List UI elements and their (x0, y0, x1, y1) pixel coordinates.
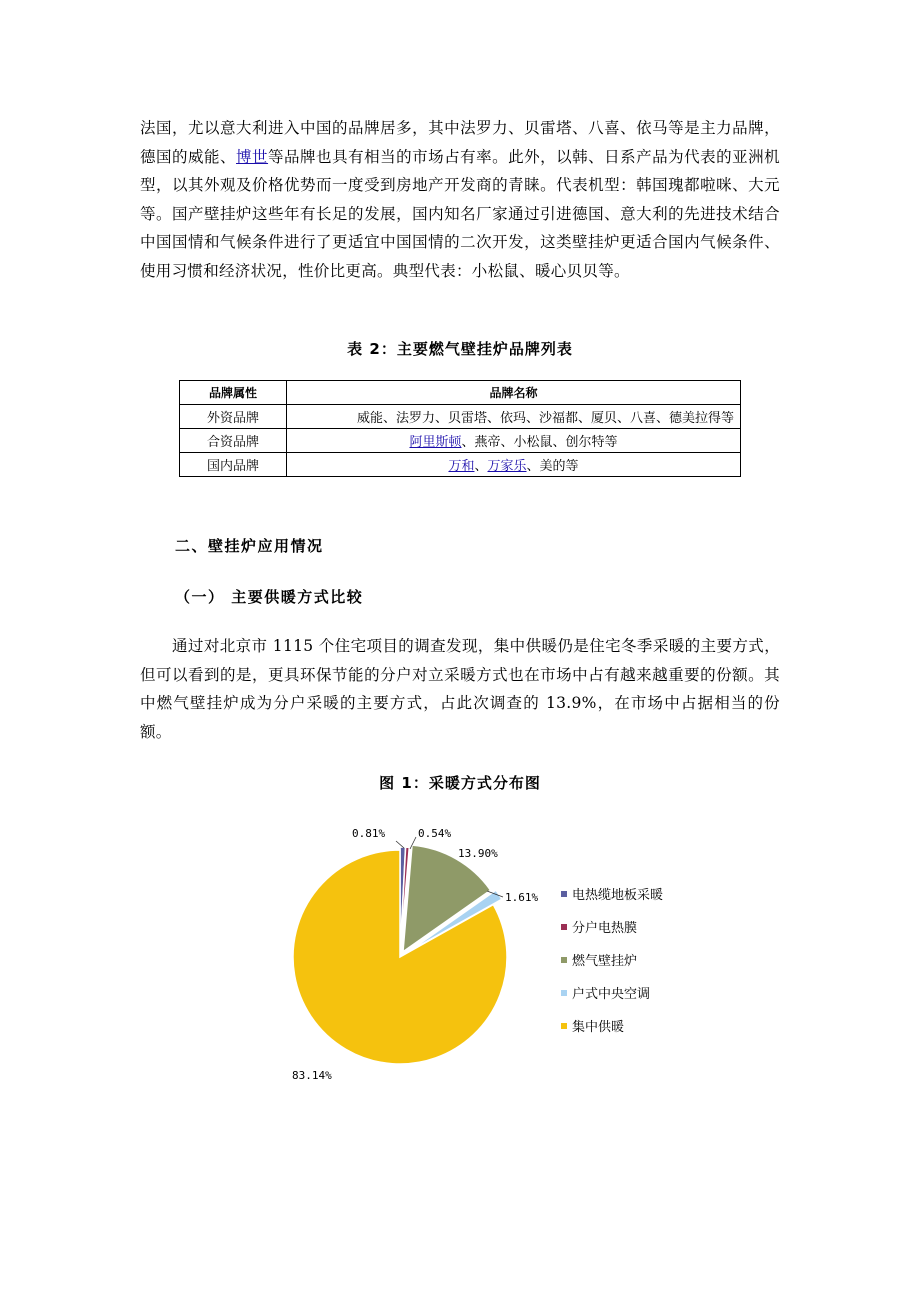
slice-data-label: 0.81% (352, 827, 386, 840)
heating-pie-chart (0, 815, 920, 1135)
table-row (180, 453, 741, 477)
cell-names (287, 429, 741, 453)
table-row (180, 405, 741, 429)
section-subheading: （一） 主要供暖方式比较 (175, 588, 364, 606)
legend-swatch (561, 924, 567, 930)
link-wanjiale[interactable]: 万家乐 (487, 459, 527, 474)
brand-table (179, 380, 741, 477)
legend-swatch (561, 957, 567, 963)
intro-text-2: 等品牌也具有相当的市场占有率。此外，以韩、日系产品为代表的亚洲机型，以其外观及价格优势而一度受到房地产开发商的青睐。代表机型：韩国瑰都啦咪、大元等。国产壁挂炉这些年有长足的发展，国内知名厂家通过引进德国、意大利的先进技术结合中国国情和气候条件进行了更适宜中国国情的二次开发，这类壁挂炉更适合国内气候条件、使用习惯和经济状况，性价比更高。典型代表：小松鼠、暖心贝贝等。 (140, 147, 780, 280)
slice-data-label: 83.14% (292, 1069, 332, 1082)
table-row (180, 429, 741, 453)
header-brand-name: 品牌名称 (287, 381, 741, 405)
link-wanhe[interactable]: 万和 (448, 459, 475, 474)
intro-text-1: 法国，尤以意大利进入中国的品牌居多，其中法罗力、贝雷塔、八喜、依马等是主力品牌，德国的威能、 (140, 119, 780, 166)
table-caption: 表 2：主要燃气壁挂炉品牌列表 (347, 340, 573, 358)
legend-label: 集中供暖 (572, 1020, 625, 1035)
legend-label: 燃气壁挂炉 (572, 954, 638, 969)
cell-text: 、美的等 (526, 459, 579, 474)
legend-label: 电热缆地板采暖 (572, 888, 664, 903)
slice-data-label: 0.54% (418, 827, 452, 840)
cell-attr: 国内品牌 (180, 453, 287, 477)
legend-swatch (561, 891, 567, 897)
figure-caption: 图 1：采暖方式分布图 (379, 774, 541, 792)
table-header-row (180, 381, 741, 405)
cell-attr: 外资品牌 (180, 405, 287, 429)
link-ariston[interactable]: 阿里斯顿 (409, 435, 462, 450)
slice-data-label: 1.61% (505, 891, 539, 904)
cell-names (287, 453, 741, 477)
slice-data-label: 13.90% (458, 847, 498, 860)
legend-swatch (561, 990, 567, 996)
cell-names: 威能、法罗力、贝雷塔、依玛、沙福都、厦贝、八喜、德美拉得等 (287, 405, 741, 429)
intro-paragraph (140, 114, 780, 285)
survey-paragraph: 通过对北京市 1115 个住宅项目的调查发现，集中供暖仍是住宅冬季采暖的主要方式，但可以看到的是，更具环保节能的分户对立采暖方式也在市场中占有越来越重要的份额。其中燃气壁挂炉成为分户采暖的主要方式，占此次调查的 13.9%，在市场中占据相当的份额。 (140, 637, 780, 741)
cell-text: 、燕帝、小松鼠、创尔特等 (461, 435, 618, 450)
legend-label: 分户电热膜 (572, 921, 638, 936)
legend-swatch (561, 1023, 567, 1029)
section-heading: 二、壁挂炉应用情况 (175, 537, 324, 555)
cell-text: 、 (474, 459, 488, 474)
link-boshi[interactable]: 博世 (236, 147, 269, 166)
cell-attr: 合资品牌 (180, 429, 287, 453)
legend-label: 户式中央空调 (572, 987, 651, 1002)
header-brand-attr: 品牌属性 (180, 381, 287, 405)
